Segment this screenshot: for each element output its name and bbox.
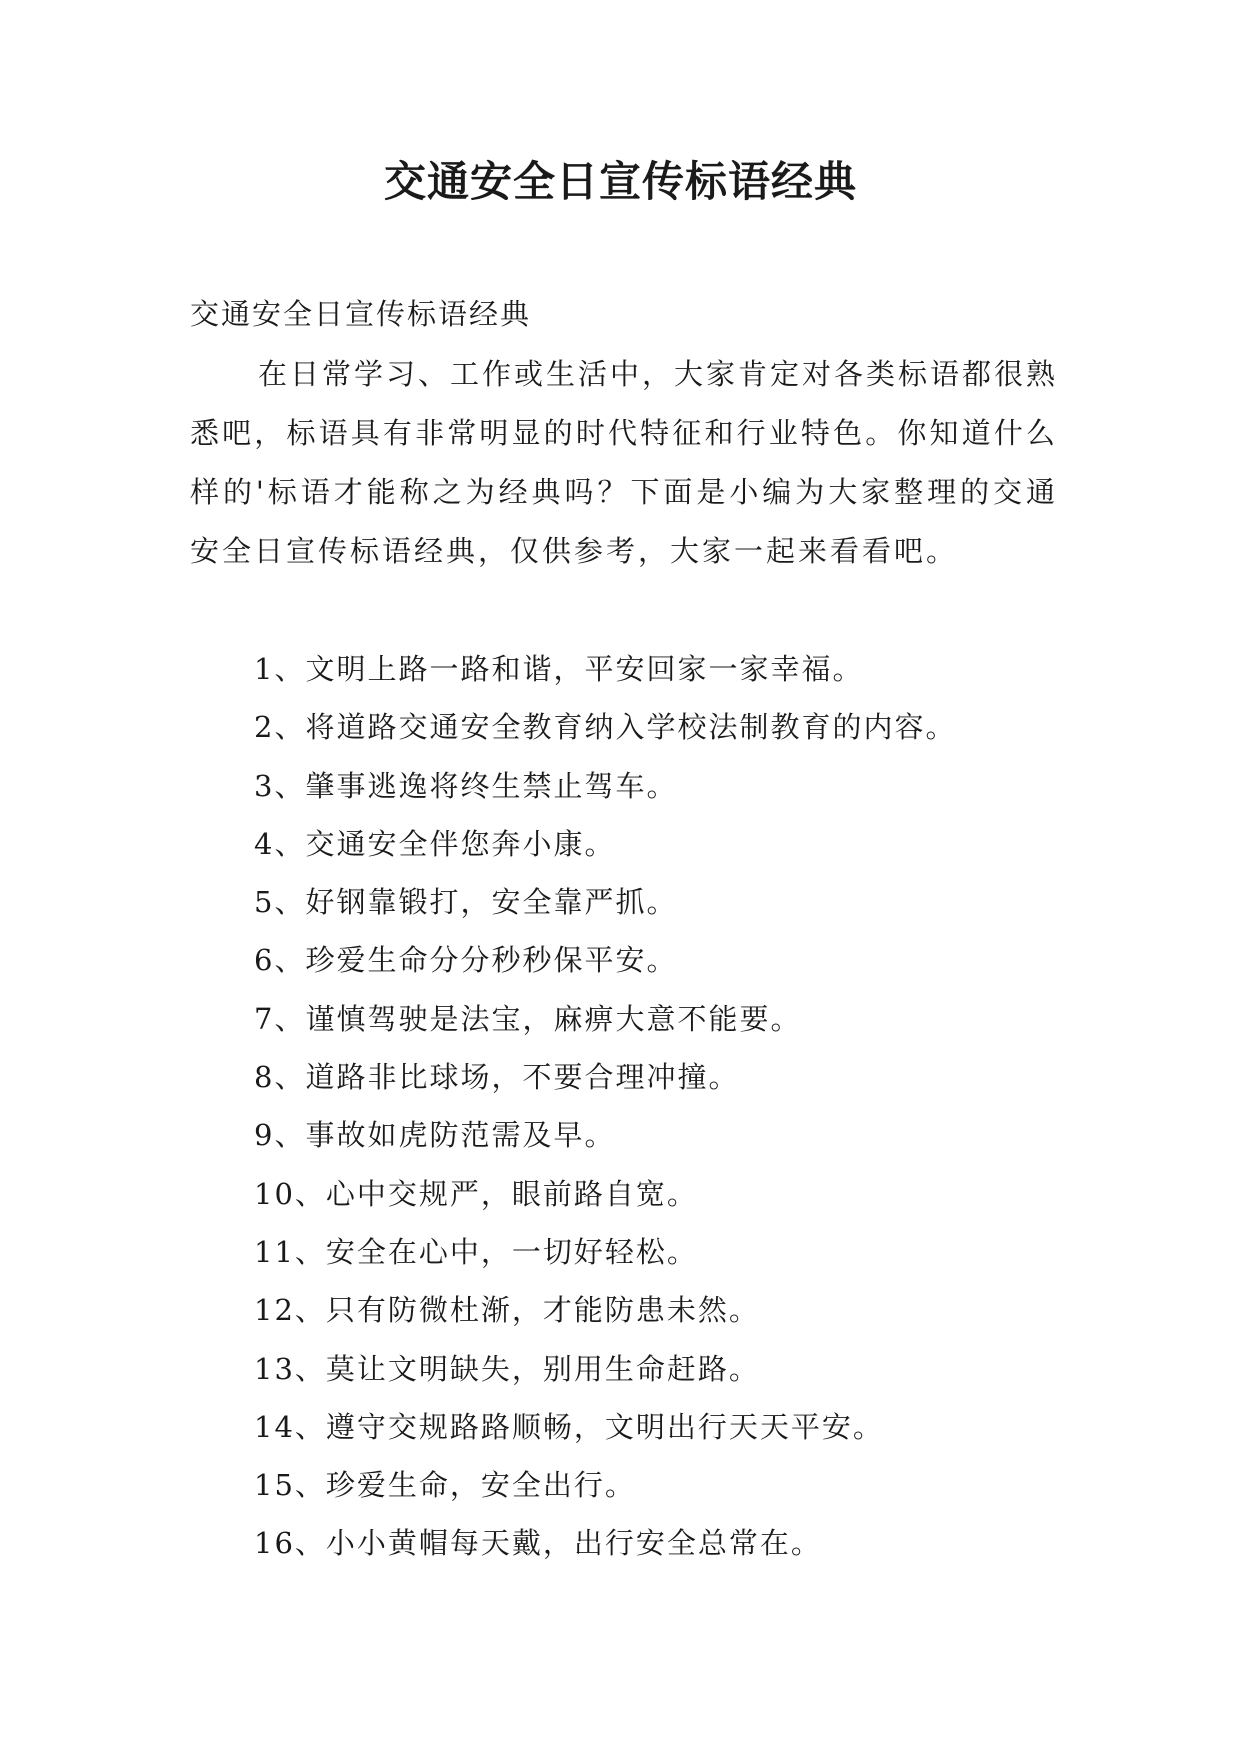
slogan-item: 9、事故如虎防范需及早。 (254, 1118, 616, 1153)
slogan-item: 16、小小黄帽每天戴，出行安全总常在。 (254, 1526, 822, 1561)
slogan-item: 10、心中交规严，眼前路自宽。 (254, 1176, 698, 1211)
intro-paragraph: 在日常学习、工作或生活中，大家肯定对各类标语都很熟悉吧，标语具有非常明显的时代特征和行业特色。你知道什么样的'标语才能称之为经典吗？下面是小编为大家整理的交通安全日宣传标语经典，仅供参考，大家一起来看看吧。 (190, 357, 1059, 568)
slogan-item: 13、莫让文明缺失，别用生命赶路。 (254, 1351, 760, 1386)
document-subtitle: 交通安全日宣传标语经典 (190, 297, 532, 331)
slogan-item: 3、肇事逃逸将终生禁止驾车。 (254, 768, 678, 803)
slogan-item: 6、珍爱生命分分秒秒保平安。 (254, 943, 678, 978)
slogan-item: 5、好钢靠锻打，安全靠严抓。 (254, 885, 678, 920)
slogan-item: 7、谨慎驾驶是法宝，麻痹大意不能要。 (254, 1001, 802, 1036)
slogan-item: 11、安全在心中，一切好轻松。 (254, 1234, 698, 1269)
slogan-item: 15、珍爱生命，安全出行。 (254, 1468, 636, 1503)
slogan-item: 1、文明上路一路和谐，平安回家一家幸福。 (254, 652, 864, 686)
slogan-item: 2、将道路交通安全教育纳入学校法制教育的内容。 (254, 710, 957, 745)
slogan-item: 12、只有防微杜渐，才能防患未然。 (254, 1293, 760, 1328)
slogan-item: 4、交通安全伴您奔小康。 (254, 826, 616, 861)
document-title: 交通安全日宣传标语经典 (383, 157, 857, 206)
slogan-item: 14、遵守交规路路顺畅，文明出行天天平安。 (254, 1409, 884, 1444)
slogan-item: 8、道路非比球场，不要合理冲撞。 (254, 1060, 740, 1095)
slogan-list (254, 640, 956, 1573)
